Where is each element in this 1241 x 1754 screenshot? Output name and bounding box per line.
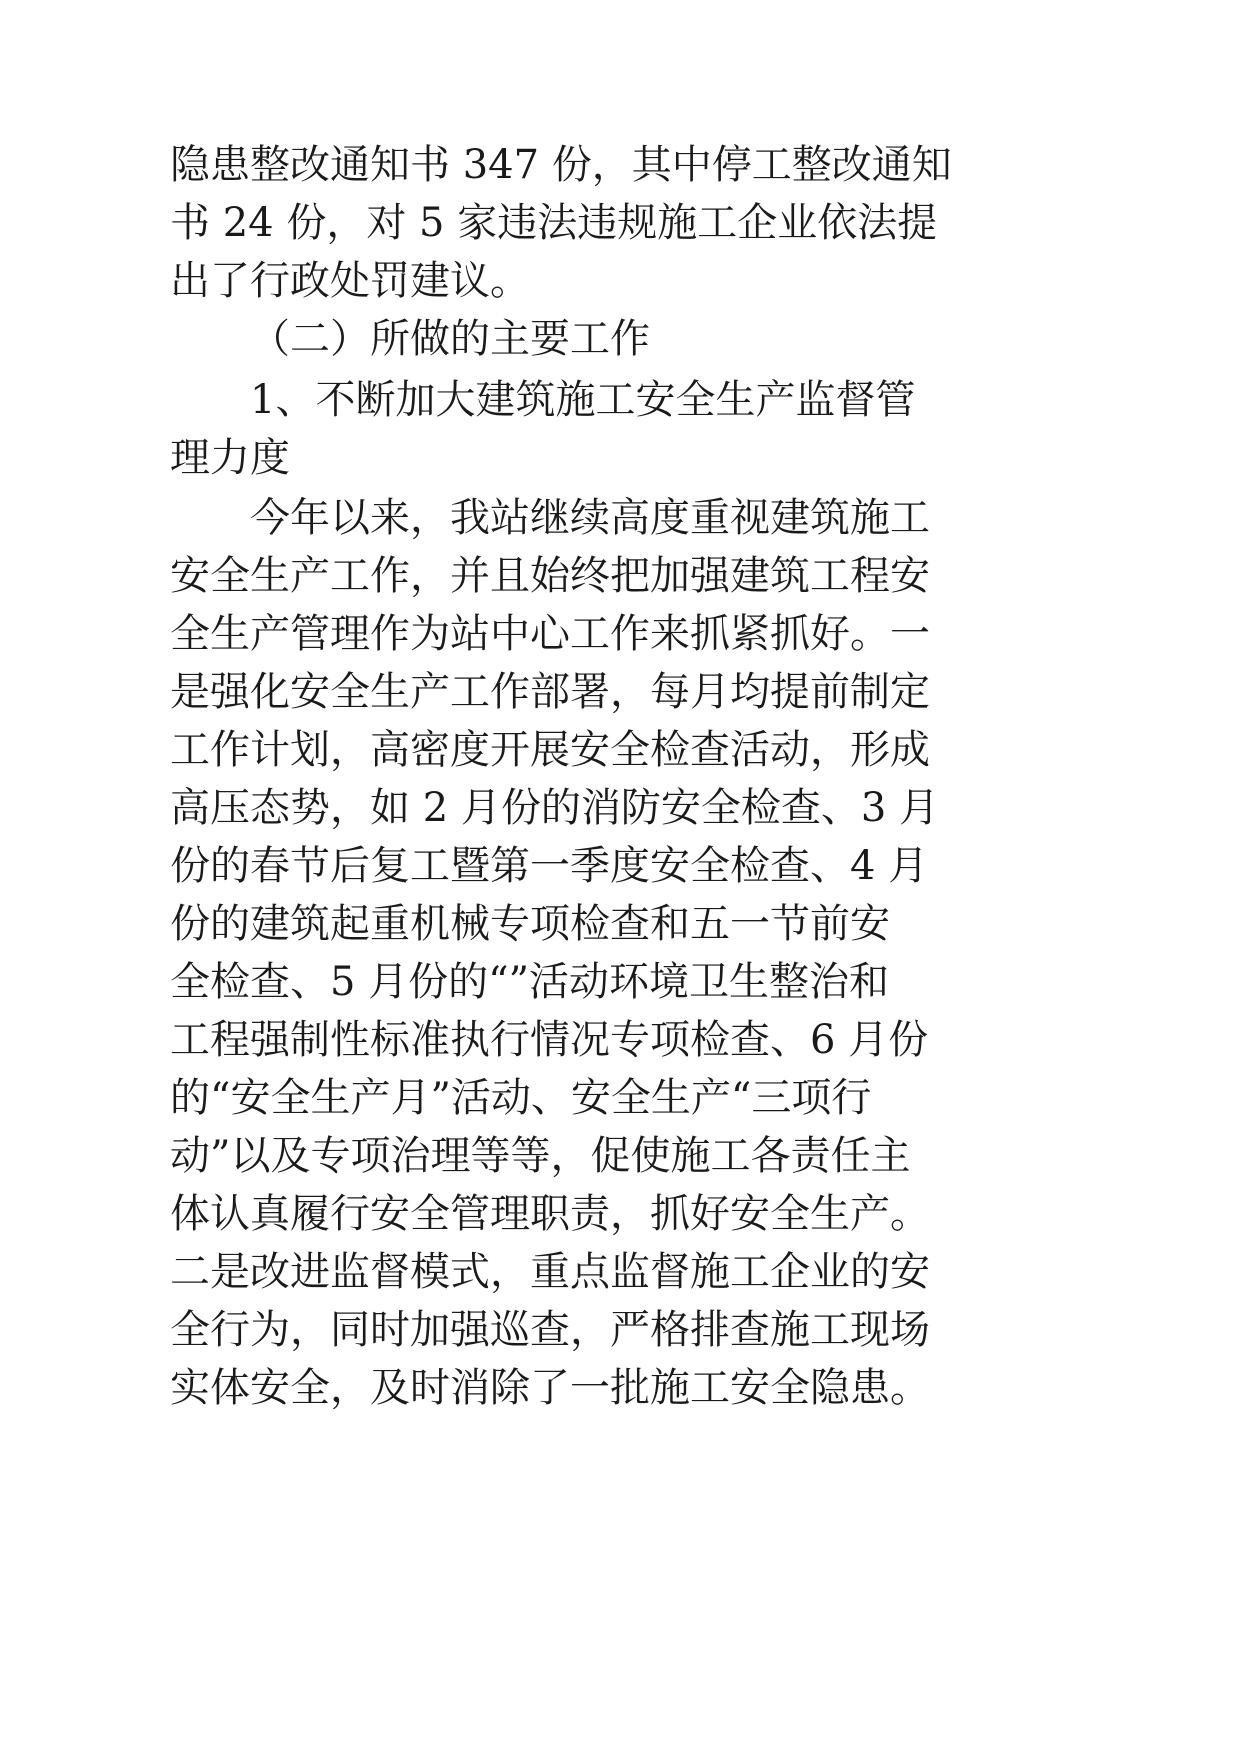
paragraph-line-15: 全行为，同时加强巡查，严格排查施工现场 [170, 1307, 930, 1353]
paragraph-line-1: 今年以来，我站继续高度重视建筑施工 [250, 495, 930, 541]
subsection-heading-line-1: 1、不断加大建筑施工安全生产监督管 [250, 377, 916, 423]
paragraph-line-5: 工作计划，高密度开展安全检查活动，形成 [170, 727, 930, 773]
paragraph-line-16: 实体安全，及时消除了一批施工安全隐患。 [170, 1365, 930, 1411]
paragraph-line-7: 份的春节后复工暨第一季度安全检查、4 月 [170, 843, 929, 889]
paragraph-line-4: 是强化安全生产工作部署，每月均提前制定 [170, 669, 930, 715]
text-line-3: 出了行政处罚建议。 [170, 258, 530, 304]
section-heading: （二）所做的主要工作 [250, 316, 650, 362]
paragraph-line-6: 高压态势，如 2 月份的消防安全检查、3 月 [170, 785, 940, 831]
paragraph-line-3: 全生产管理作为站中心工作来抓紧抓好。一 [170, 611, 930, 657]
text-line-1: 隐患整改通知书 347 份，其中停工整改通知 [170, 142, 952, 188]
text-line-2: 书 24 份，对 5 家违法违规施工企业依法提 [170, 200, 938, 246]
paragraph-line-12: 动”以及专项治理等等，促使施工各责任主 [170, 1133, 911, 1179]
paragraph-line-8: 份的建筑起重机械专项检查和五一节前安 [170, 901, 890, 947]
paragraph-line-2: 安全生产工作，并且始终把加强建筑工程安 [170, 553, 930, 599]
paragraph-line-13: 体认真履行安全管理职责，抓好安全生产。 [170, 1191, 930, 1237]
paragraph-line-9: 全检查、5 月份的“”活动环境卫生整治和 [170, 959, 890, 1005]
paragraph-line-14: 二是改进监督模式，重点监督施工企业的安 [170, 1249, 930, 1295]
paragraph-line-11: 的“安全生产月”活动、安全生产“三项行 [170, 1075, 872, 1121]
subsection-heading-line-2: 理力度 [170, 435, 290, 481]
paragraph-line-10: 工程强制性标准执行情况专项检查、6 月份 [170, 1017, 929, 1063]
